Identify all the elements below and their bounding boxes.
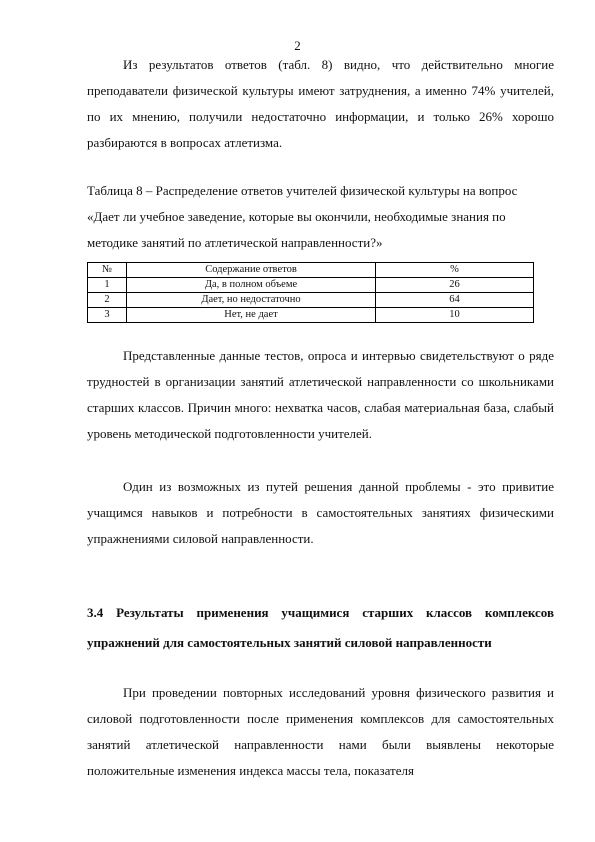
section-heading: 3.4 Результаты применения учащимися старших классов комплексов упражнений для самостоятельных занятий силовой направленности (87, 605, 554, 650)
page-number: 2 (294, 38, 301, 53)
table-caption-line-2: «Дает ли учебное заведение, которые вы окончили, необходимые знания по (87, 209, 506, 224)
table-header-row (88, 263, 534, 278)
row-answer: Дает, но недостаточно (127, 293, 376, 308)
paragraph-results-intro: Из результатов ответов (табл. 8) видно, что действительно многие преподаватели физической культуры имеют затруднения, а именно 74% учителей, по их мнению, получили недостаточно информации, и только 26% хорошо разбираются в вопросах атлетизма. (87, 57, 554, 150)
header-percent: % (376, 263, 534, 278)
table-row (88, 293, 534, 308)
table-row (88, 308, 534, 323)
table-caption (87, 178, 554, 256)
row-answer: Нет, не дает (127, 308, 376, 323)
header-answer-content: Содержание ответов (127, 263, 376, 278)
paragraph-repeat-study: При проведении повторных исследований уровня физического развития и силовой подготовленности после применения комплексов для самостоятельных занятий атлетической направленности нами были выявлены некоторые положительные изменения индекса массы тела, показателя (87, 685, 554, 778)
header-number: № (88, 263, 127, 278)
paragraph-solution: Один из возможных из путей решения данной проблемы - это привитие учащимся навыков и потребности в самостоятельных занятиях физическими упражнениями силовой направленности. (87, 479, 554, 546)
row-percent: 64 (376, 293, 534, 308)
row-percent: 10 (376, 308, 534, 323)
table-row (88, 278, 534, 293)
row-number: 2 (88, 293, 127, 308)
table-caption-line-3: методике занятий по атлетической направленности?» (87, 235, 383, 250)
row-number: 1 (88, 278, 127, 293)
paragraph-survey-findings: Представленные данные тестов, опроса и интервью свидетельствуют о ряде трудностей в организации занятий атлетической направленности со школьниками старших классов. Причин много: нехватка часов, слабая материальная база, слабый уровень методической подготовленности учителей. (87, 348, 554, 441)
table-caption-line-1: Таблица 8 – Распределение ответов учителей физической культуры на вопрос (87, 183, 518, 198)
row-percent: 26 (376, 278, 534, 293)
row-answer: Да, в полном объеме (127, 278, 376, 293)
row-number: 3 (88, 308, 127, 323)
answers-table (87, 262, 534, 323)
